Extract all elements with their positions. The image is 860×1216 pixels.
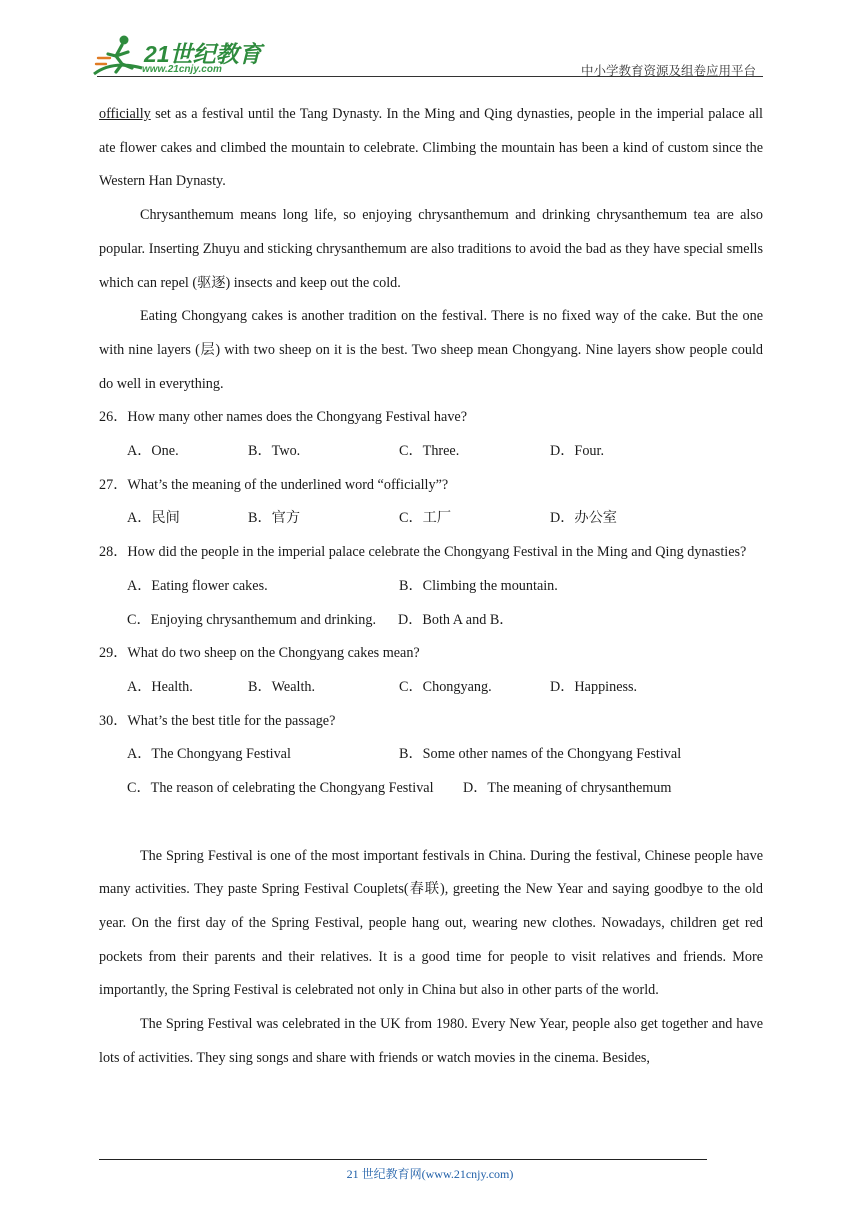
question-30-options-row-2 (99, 772, 763, 806)
question-26-options (99, 435, 763, 469)
option-d[interactable]: D．The meaning of chrysanthemum (463, 779, 672, 796)
question-26: 26．How many other names does the Chongyang Festival have? (99, 409, 468, 426)
option-a[interactable]: A．One. (127, 443, 179, 460)
passage1-paragraph-2: Chrysanthemum means long life, so enjoying chrysanthemum and drinking chrysanthemum tea are also popular. Inserting Zhuyu and sticking chrysanthemum are also traditions to avoid the bad as they have special smells which can repel (驱逐) insects and keep out the cold. (99, 207, 763, 291)
option-d[interactable]: D．Happiness. (550, 678, 638, 695)
option-a[interactable]: A．Eating flower cakes. (127, 577, 268, 594)
option-c[interactable]: C．Three. (399, 443, 460, 460)
option-a[interactable]: A．民间 (127, 510, 180, 527)
question-30-options-row-1 (99, 738, 763, 772)
option-c[interactable]: C．Chongyang. (399, 678, 492, 695)
passage2-paragraph-1: The Spring Festival is one of the most important festivals in China. During the festival, Chinese people have many activities. They paste Spring Festival Couplets(春联), greeting the New Year and saying goodbye to the old year. On the first day of the Spring Festival, people hang out, wearing new clothes. Nowadays, children get red pockets from their parents and their relatives. It is a good time for people to visit relatives and friends. More importantly, the Spring Festival is celebrated not only in China but also in other parts of the world. (99, 847, 763, 999)
question-27-options (99, 502, 763, 536)
runner-logo-icon (92, 34, 144, 78)
passage1-paragraph-1: officially set as a festival until the Tang Dynasty. In the Ming and Qing dynasties, people in the imperial palace all ate flower cakes and climbed the mountain to celebrate. Climbing the mountain has been a kind of custom since the Western Han Dynasty. (99, 106, 763, 190)
page-header (0, 0, 860, 80)
passage1-paragraph-3: Eating Chongyang cakes is another tradition on the festival. There is no fixed way of the cake. But the one with nine layers (层) with two sheep on it is the best. Two sheep mean Chongyang. Nine layers show people could do well in everything. (99, 308, 763, 392)
footer-text: 21 世纪教育网(www.21cnjy.com) (346, 1167, 514, 1181)
site-logo (92, 34, 262, 78)
option-a[interactable]: A．Health. (127, 678, 193, 695)
question-28-options-row-1 (99, 570, 763, 604)
option-c[interactable]: C．Enjoying chrysanthemum and drinking. (127, 611, 377, 628)
question-29: 29．What do two sheep on the Chongyang cakes mean? (99, 645, 420, 662)
option-d[interactable]: D．Four. (550, 443, 604, 460)
passage2-paragraph-2: The Spring Festival was celebrated in the UK from 1980. Every New Year, people also get together and have lots of activities. They sing songs and share with friends or watch movies in the cinema. Besides, (99, 1016, 763, 1066)
header-divider (97, 76, 763, 77)
option-a[interactable]: A．The Chongyang Festival (127, 746, 291, 763)
section-gap (99, 806, 763, 840)
footer-divider (99, 1159, 707, 1160)
underlined-word: officially (99, 106, 151, 122)
option-b[interactable]: B．Climbing the mountain. (399, 577, 558, 594)
option-d[interactable]: D．办公室 (550, 510, 617, 527)
option-c[interactable]: C．工厂 (399, 510, 452, 527)
document-body (99, 98, 763, 1076)
option-c[interactable]: C．The reason of celebrating the Chongyang Festival (127, 779, 434, 796)
logo-text: 21世纪教育 (144, 41, 262, 67)
option-b[interactable]: B．Two. (248, 443, 301, 460)
option-d[interactable]: D．Both A and B． (398, 611, 514, 628)
question-28: 28．How did the people in the imperial palace celebrate the Chongyang Festival in the Ming and Qing dynasties? (99, 544, 747, 561)
question-28-options-row-2 (99, 604, 763, 638)
logo-url: www.21cnjy.com (142, 64, 222, 75)
platform-name: 中小学教育资源及组卷应用平台 (580, 63, 756, 78)
question-27: 27．What’s the meaning of the underlined word “officially”? (99, 476, 449, 493)
option-b[interactable]: B．Wealth. (248, 678, 316, 695)
question-29-options (99, 671, 763, 705)
option-b[interactable]: B．官方 (248, 510, 301, 527)
option-b[interactable]: B．Some other names of the Chongyang Festival (399, 746, 682, 763)
question-30: 30．What’s the best title for the passage? (99, 712, 336, 729)
